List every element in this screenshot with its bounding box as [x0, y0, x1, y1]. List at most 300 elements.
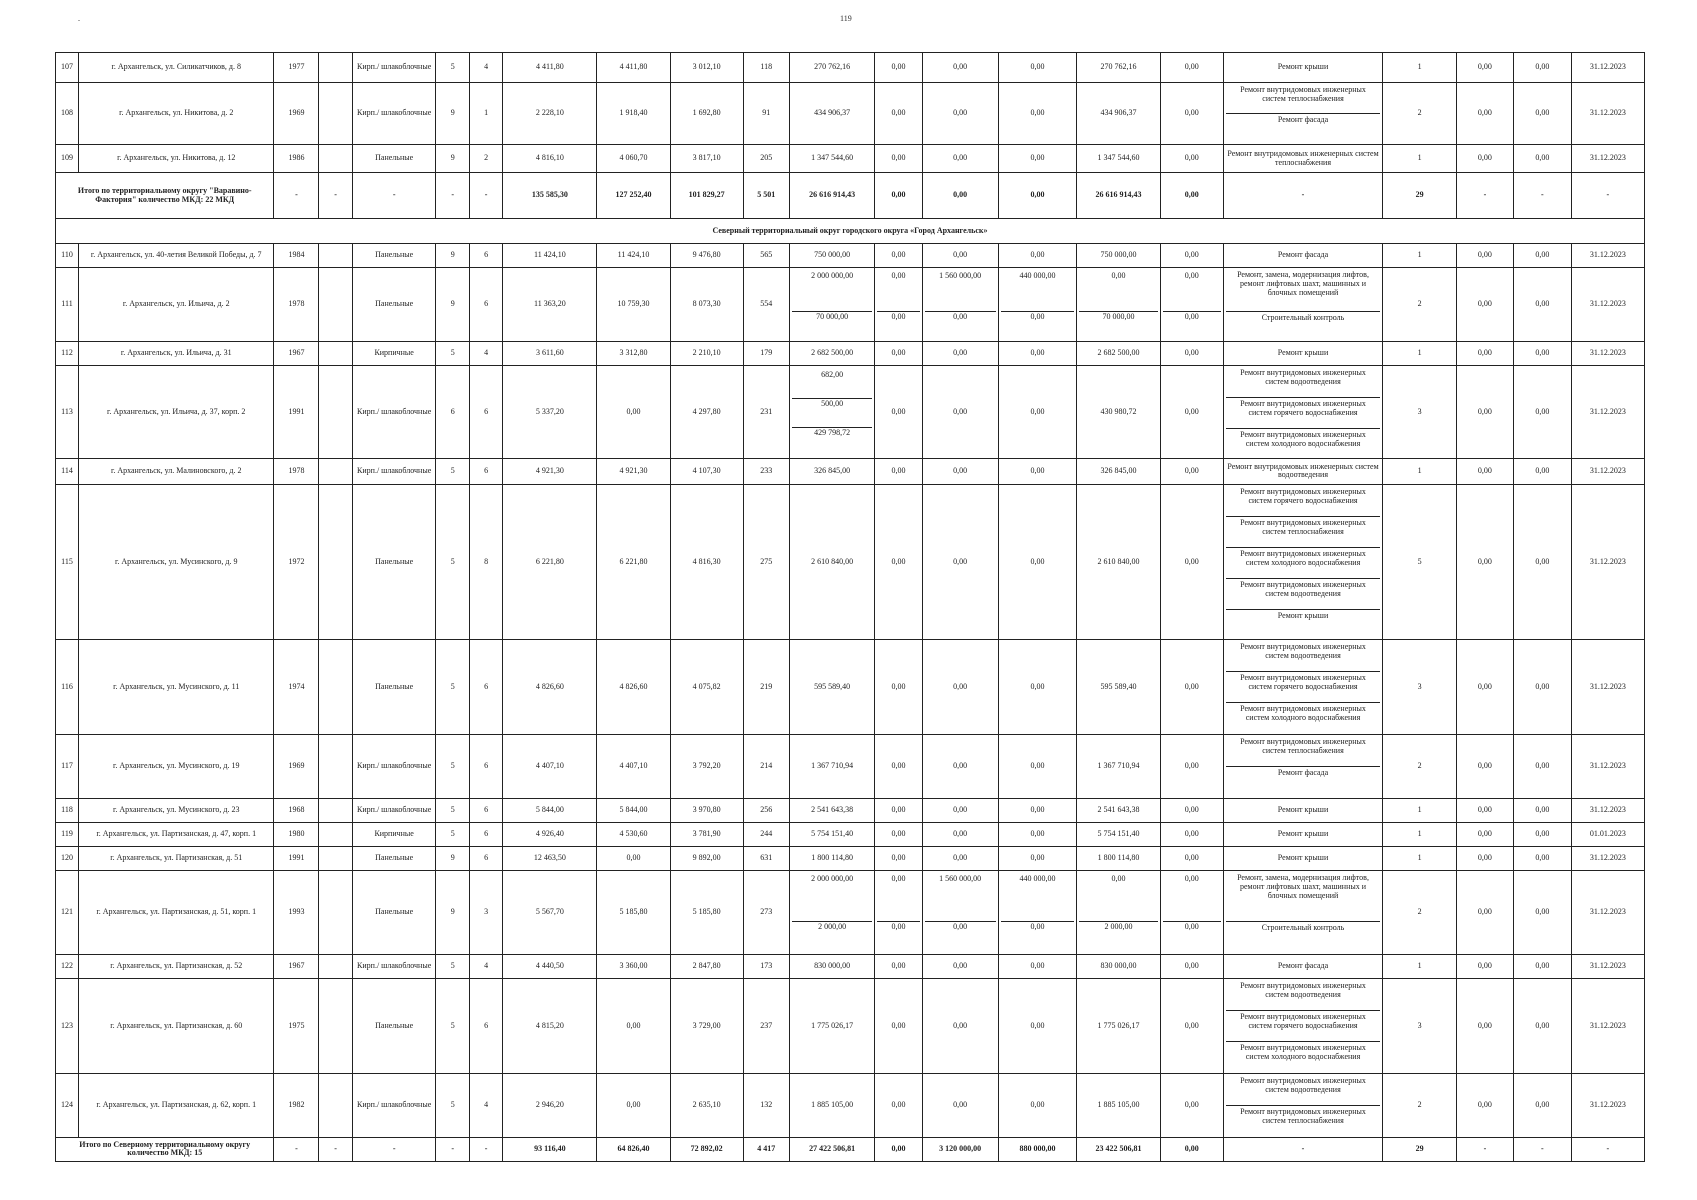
cost-total: 1 347 544,60 — [789, 145, 875, 173]
repair-count: 3 — [1383, 978, 1456, 1073]
deadline: 31.12.2023 — [1571, 978, 1644, 1073]
row-number: 111 — [56, 268, 79, 342]
cost-other-line: 0,00 — [1184, 921, 1199, 931]
cost-fund: 0,00 — [875, 53, 922, 83]
year-built: 1993 — [274, 870, 319, 954]
cost-total: 2 610 840,00 — [789, 484, 875, 639]
year-built: 1984 — [274, 244, 319, 268]
floors: 9 — [436, 870, 469, 954]
cost-fund: 0,00 — [875, 846, 922, 870]
cost-region: 0,00 — [922, 734, 998, 798]
row-number: 108 — [56, 83, 79, 145]
repair-count: 1 — [1383, 798, 1456, 822]
area-total: 4 816,10 — [503, 145, 597, 173]
area-total: 2 946,20 — [503, 1073, 597, 1137]
year-built: 1977 — [274, 53, 319, 83]
max-cost: 0,00 — [1514, 145, 1571, 173]
residents: 275 — [743, 484, 789, 639]
dash-cell: - — [1571, 1137, 1644, 1161]
empty-cell — [319, 268, 352, 342]
entrances: 4 — [469, 954, 502, 978]
corner-mark: . — [78, 14, 80, 23]
cost-owners: 1 885 105,00 — [1077, 1073, 1161, 1137]
cost-municipal: 0,00 — [998, 1073, 1076, 1137]
cost-region: 0,00 — [922, 173, 998, 219]
empty-cell — [319, 846, 352, 870]
cost-region: 0,00 — [922, 83, 998, 145]
cost-owners: 1 347 544,60 — [1077, 145, 1161, 173]
repair-type — [1223, 734, 1383, 798]
cost-owners-line: 0,00 — [1079, 874, 1158, 922]
repair-type: Ремонт фасада — [1223, 954, 1383, 978]
empty-cell — [319, 83, 352, 145]
table-row — [56, 1073, 1645, 1137]
cost-total-line: 500,00 — [792, 399, 873, 428]
repair-count: 1 — [1383, 53, 1456, 83]
dash-cell: - — [319, 173, 352, 219]
wall-material: Кирп./ шлакоблочные — [352, 954, 436, 978]
cost-region: 0,00 — [922, 53, 998, 83]
cost-region: 0,00 — [922, 145, 998, 173]
empty-cell — [319, 870, 352, 954]
cost-other: 0,00 — [1160, 173, 1223, 219]
max-cost: 0,00 — [1514, 83, 1571, 145]
table-row — [56, 458, 1645, 484]
cost-municipal: 0,00 — [998, 53, 1076, 83]
deadline: 31.12.2023 — [1571, 341, 1644, 365]
cost-total: 1 775 026,17 — [789, 978, 875, 1073]
year-built: 1967 — [274, 341, 319, 365]
cost-other: 0,00 — [1160, 734, 1223, 798]
row-number: 114 — [56, 458, 79, 484]
dash-cell: - — [1456, 173, 1513, 219]
residents: 173 — [743, 954, 789, 978]
cost-owners-line: 70 000,00 — [1102, 312, 1135, 322]
cost-owners — [1077, 870, 1161, 954]
address: г. Архангельск, ул. Партизанская, д. 51 — [78, 846, 273, 870]
cost-region: 0,00 — [922, 822, 998, 846]
cost-total-line: 2 000,00 — [818, 921, 847, 931]
dash-cell: - — [1571, 173, 1644, 219]
year-built: 1972 — [274, 484, 319, 639]
empty-cell — [319, 798, 352, 822]
entrances: 6 — [469, 734, 502, 798]
area-premises: 4 530,60 — [597, 822, 670, 846]
repair-count: 5 — [1383, 484, 1456, 639]
max-cost: 0,00 — [1514, 268, 1571, 342]
floors: 6 — [436, 365, 469, 458]
dash-cell: - — [1514, 173, 1571, 219]
repair-type-line: Ремонт внутридомовых инженерных систем теплоснабжения — [1226, 736, 1381, 767]
area-premises: 127 252,40 — [597, 173, 670, 219]
cost-total: 434 906,37 — [789, 83, 875, 145]
area-total: 93 116,40 — [503, 1137, 597, 1161]
area-residential: 9 476,80 — [670, 244, 743, 268]
deadline: 31.12.2023 — [1571, 365, 1644, 458]
repair-type-line: Ремонт внутридомовых инженерных систем холодного водоснабжения — [1240, 703, 1366, 722]
dash-cell: - — [469, 1137, 502, 1161]
total-label: Итого по Северному территориальному округу количество МКД: 15 — [56, 1137, 274, 1161]
dash-cell: - — [469, 173, 502, 219]
cost-other: 0,00 — [1160, 83, 1223, 145]
cost-municipal: 0,00 — [998, 734, 1076, 798]
floors: 5 — [436, 639, 469, 734]
floors: 5 — [436, 734, 469, 798]
max-cost: 0,00 — [1514, 341, 1571, 365]
residents: 237 — [743, 978, 789, 1073]
cost-region-line: 1 560 000,00 — [925, 271, 996, 312]
empty-cell — [319, 484, 352, 639]
table-row — [56, 83, 1645, 145]
area-total: 4 815,20 — [503, 978, 597, 1073]
floors: 5 — [436, 484, 469, 639]
area-premises: 1 918,40 — [597, 83, 670, 145]
total-row — [56, 1137, 1645, 1161]
cost-other: 0,00 — [1160, 341, 1223, 365]
repair-type-line: Ремонт, замена, модернизация лифтов, ремонт лифтовых шахт, машинных и блочных помещений — [1226, 872, 1381, 922]
repair-type-line: Ремонт внутридомовых инженерных систем водоотведения — [1226, 641, 1381, 672]
cost-owners: 326 845,00 — [1077, 458, 1161, 484]
cost-municipal: 0,00 — [998, 978, 1076, 1073]
specific-cost: 0,00 — [1456, 870, 1513, 954]
area-residential: 8 073,30 — [670, 268, 743, 342]
cost-municipal: 0,00 — [998, 458, 1076, 484]
specific-cost: 0,00 — [1456, 639, 1513, 734]
specific-cost: 0,00 — [1456, 822, 1513, 846]
cost-municipal: 0,00 — [998, 365, 1076, 458]
table-row — [56, 53, 1645, 83]
deadline: 31.12.2023 — [1571, 458, 1644, 484]
register-body — [56, 53, 1645, 1162]
cost-region — [922, 870, 998, 954]
entrances: 4 — [469, 1073, 502, 1137]
residents: 118 — [743, 53, 789, 83]
empty-cell — [319, 365, 352, 458]
table-row — [56, 639, 1645, 734]
cost-total: 5 754 151,40 — [789, 822, 875, 846]
cost-owners: 270 762,16 — [1077, 53, 1161, 83]
cost-owners: 434 906,37 — [1077, 83, 1161, 145]
row-number: 124 — [56, 1073, 79, 1137]
deadline: 31.12.2023 — [1571, 1073, 1644, 1137]
cost-owners-line: 0,00 — [1079, 271, 1158, 312]
area-total: 5 337,20 — [503, 365, 597, 458]
entrances: 2 — [469, 145, 502, 173]
area-total: 4 921,30 — [503, 458, 597, 484]
empty-cell — [319, 978, 352, 1073]
residents: 205 — [743, 145, 789, 173]
table-row — [56, 244, 1645, 268]
row-number: 122 — [56, 954, 79, 978]
cost-fund: 0,00 — [875, 978, 922, 1073]
area-total: 4 407,10 — [503, 734, 597, 798]
cost-other: 0,00 — [1160, 798, 1223, 822]
area-residential: 3 792,20 — [670, 734, 743, 798]
area-premises: 64 826,40 — [597, 1137, 670, 1161]
cost-total: 27 422 506,81 — [789, 1137, 875, 1161]
register-table — [55, 52, 1645, 1162]
specific-cost: 0,00 — [1456, 1073, 1513, 1137]
cost-fund-line: 0,00 — [877, 874, 919, 922]
area-residential: 3 817,10 — [670, 145, 743, 173]
deadline: 31.12.2023 — [1571, 83, 1644, 145]
area-residential: 2 635,10 — [670, 1073, 743, 1137]
floors: 9 — [436, 244, 469, 268]
cost-owners: 5 754 151,40 — [1077, 822, 1161, 846]
cost-total: 326 845,00 — [789, 458, 875, 484]
area-total: 6 221,80 — [503, 484, 597, 639]
cost-region-line: 0,00 — [953, 921, 968, 931]
area-total: 11 363,20 — [503, 268, 597, 342]
repair-type — [1223, 870, 1383, 954]
repair-count: 3 — [1383, 639, 1456, 734]
residents: 91 — [743, 83, 789, 145]
repair-count: 1 — [1383, 846, 1456, 870]
repair-type-line: Ремонт внутридомовых инженерных систем холодного водоснабжения — [1240, 1042, 1366, 1061]
empty-cell — [319, 954, 352, 978]
wall-material: Кирп./ шлакоблочные — [352, 458, 436, 484]
cost-fund: 0,00 — [875, 244, 922, 268]
entrances: 3 — [469, 870, 502, 954]
total-row — [56, 173, 1645, 219]
repair-type-line: Ремонт внутридомовых инженерных систем холодного водоснабжения — [1240, 429, 1366, 448]
area-residential: 9 892,00 — [670, 846, 743, 870]
address: г. Архангельск, ул. Партизанская, д. 60 — [78, 978, 273, 1073]
cost-region: 0,00 — [922, 978, 998, 1073]
cost-total: 750 000,00 — [789, 244, 875, 268]
cost-owners: 750 000,00 — [1077, 244, 1161, 268]
specific-cost: 0,00 — [1456, 244, 1513, 268]
cost-municipal: 0,00 — [998, 173, 1076, 219]
cost-municipal — [998, 268, 1076, 342]
cost-owners: 1 367 710,94 — [1077, 734, 1161, 798]
cost-other: 0,00 — [1160, 846, 1223, 870]
cost-fund — [875, 268, 922, 342]
cost-fund-line: 0,00 — [891, 312, 906, 322]
cost-total-line: 2 000 000,00 — [792, 271, 873, 312]
table-row — [56, 798, 1645, 822]
wall-material: Кирп./ шлакоблочные — [352, 53, 436, 83]
row-number: 116 — [56, 639, 79, 734]
cost-municipal-line: 0,00 — [1030, 921, 1045, 931]
repair-type-line: Ремонт внутридомовых инженерных систем горячего водоснабжения — [1226, 398, 1381, 429]
area-total: 3 611,60 — [503, 341, 597, 365]
row-number: 112 — [56, 341, 79, 365]
floors: 5 — [436, 53, 469, 83]
repair-type — [1223, 1073, 1383, 1137]
deadline: 31.12.2023 — [1571, 798, 1644, 822]
repair-type — [1223, 978, 1383, 1073]
cost-municipal: 880 000,00 — [998, 1137, 1076, 1161]
area-residential: 4 297,80 — [670, 365, 743, 458]
cost-fund: 0,00 — [875, 365, 922, 458]
cost-fund: 0,00 — [875, 458, 922, 484]
cost-region: 0,00 — [922, 846, 998, 870]
dash-cell: - — [436, 1137, 469, 1161]
wall-material: Панельные — [352, 846, 436, 870]
specific-cost: 0,00 — [1456, 954, 1513, 978]
repair-type: Ремонт крыши — [1223, 53, 1383, 83]
repair-type-line: Ремонт внутридомовых инженерных систем водоотведения — [1226, 579, 1381, 610]
row-number: 109 — [56, 145, 79, 173]
area-total: 2 228,10 — [503, 83, 597, 145]
cost-municipal: 0,00 — [998, 822, 1076, 846]
residents: 244 — [743, 822, 789, 846]
area-total: 11 424,10 — [503, 244, 597, 268]
section-title: Северный территориальный округ городского округа «Город Архангельск» — [56, 219, 1645, 244]
cost-region-line: 1 560 000,00 — [925, 874, 996, 922]
cost-owners: 2 541 643,38 — [1077, 798, 1161, 822]
cost-other — [1160, 870, 1223, 954]
floors: 5 — [436, 978, 469, 1073]
cost-total: 595 589,40 — [789, 639, 875, 734]
repair-type-line: Ремонт внутридомовых инженерных систем теплоснабжения — [1240, 1106, 1366, 1125]
specific-cost: 0,00 — [1456, 341, 1513, 365]
area-residential: 72 892,02 — [670, 1137, 743, 1161]
cost-fund: 0,00 — [875, 341, 922, 365]
area-premises: 6 221,80 — [597, 484, 670, 639]
cost-region: 0,00 — [922, 458, 998, 484]
area-residential: 4 075,82 — [670, 639, 743, 734]
repair-type: Ремонт фасада — [1223, 244, 1383, 268]
area-total: 5 567,70 — [503, 870, 597, 954]
residents: 179 — [743, 341, 789, 365]
repair-type: Ремонт внутридомовых инженерных систем водоотведения — [1223, 458, 1383, 484]
cost-other: 0,00 — [1160, 1073, 1223, 1137]
repair-type-line: Ремонт внутридомовых инженерных систем холодного водоснабжения — [1226, 548, 1381, 579]
cost-municipal: 0,00 — [998, 639, 1076, 734]
repair-count: 1 — [1383, 954, 1456, 978]
repair-type — [1223, 83, 1383, 145]
cost-municipal: 0,00 — [998, 83, 1076, 145]
empty-cell — [319, 53, 352, 83]
wall-material: Кирп./ шлакоблочные — [352, 83, 436, 145]
cost-total — [789, 268, 875, 342]
area-residential: 1 692,80 — [670, 83, 743, 145]
cost-region-line: 0,00 — [953, 312, 968, 322]
empty-cell — [319, 145, 352, 173]
cost-other-line: 0,00 — [1163, 271, 1221, 312]
cost-total: 1 367 710,94 — [789, 734, 875, 798]
max-cost: 0,00 — [1514, 822, 1571, 846]
cost-region — [922, 268, 998, 342]
residents: 132 — [743, 1073, 789, 1137]
repair-count: 1 — [1383, 822, 1456, 846]
repair-type — [1223, 484, 1383, 639]
table-row — [56, 365, 1645, 458]
area-total: 12 463,50 — [503, 846, 597, 870]
address: г. Архангельск, ул. Мусинского, д. 19 — [78, 734, 273, 798]
cost-other — [1160, 268, 1223, 342]
entrances: 1 — [469, 83, 502, 145]
wall-material: Кирп./ шлакоблочные — [352, 365, 436, 458]
entrances: 8 — [469, 484, 502, 639]
address: г. Архангельск, ул. Мусинского, д. 11 — [78, 639, 273, 734]
cost-fund: 0,00 — [875, 734, 922, 798]
repair-count: 29 — [1383, 1137, 1456, 1161]
repair-count: 1 — [1383, 458, 1456, 484]
address: г. Архангельск, ул. Партизанская, д. 51, корп. 1 — [78, 870, 273, 954]
year-built: 1967 — [274, 954, 319, 978]
max-cost: 0,00 — [1514, 639, 1571, 734]
cost-fund — [875, 870, 922, 954]
wall-material: Панельные — [352, 639, 436, 734]
address: г. Архангельск, ул. Партизанская, д. 62, корп. 1 — [78, 1073, 273, 1137]
cost-owners — [1077, 268, 1161, 342]
entrances: 6 — [469, 846, 502, 870]
table-row — [56, 734, 1645, 798]
cost-owners: 2 610 840,00 — [1077, 484, 1161, 639]
max-cost: 0,00 — [1514, 734, 1571, 798]
repair-type-line: Ремонт внутридомовых инженерных систем водоотведения — [1226, 1075, 1381, 1106]
dash-cell: - — [1514, 1137, 1571, 1161]
cost-fund: 0,00 — [875, 1137, 922, 1161]
residents: 4 417 — [743, 1137, 789, 1161]
year-built: 1982 — [274, 1073, 319, 1137]
address: г. Архангельск, ул. Партизанская, д. 47, корп. 1 — [78, 822, 273, 846]
repair-type-line: Строительный контроль — [1261, 313, 1345, 323]
cost-fund: 0,00 — [875, 798, 922, 822]
section-row — [56, 219, 1645, 244]
dash-cell: - — [436, 173, 469, 219]
address: г. Архангельск, ул. Ильича, д. 31 — [78, 341, 273, 365]
cost-region: 3 120 000,00 — [922, 1137, 998, 1161]
year-built: 1978 — [274, 458, 319, 484]
entrances: 4 — [469, 53, 502, 83]
cost-total-line: 2 000 000,00 — [792, 874, 873, 922]
cost-owners: 23 422 506,81 — [1077, 1137, 1161, 1161]
cost-total: 26 616 914,43 — [789, 173, 875, 219]
cost-fund: 0,00 — [875, 173, 922, 219]
deadline: 31.12.2023 — [1571, 268, 1644, 342]
area-residential: 3 970,80 — [670, 798, 743, 822]
max-cost: 0,00 — [1514, 954, 1571, 978]
cost-municipal: 0,00 — [998, 244, 1076, 268]
area-premises: 4 826,60 — [597, 639, 670, 734]
empty-cell — [319, 734, 352, 798]
repair-count: 2 — [1383, 1073, 1456, 1137]
entrances: 6 — [469, 458, 502, 484]
area-premises: 10 759,30 — [597, 268, 670, 342]
year-built: 1991 — [274, 846, 319, 870]
cost-municipal: 0,00 — [998, 145, 1076, 173]
cost-total-line: 682,00 — [792, 370, 873, 399]
deadline: 31.12.2023 — [1571, 639, 1644, 734]
empty-cell — [319, 244, 352, 268]
repair-count: 1 — [1383, 341, 1456, 365]
area-total: 5 844,00 — [503, 798, 597, 822]
address: г. Архангельск, ул. Малиновского, д. 2 — [78, 458, 273, 484]
wall-material: Панельные — [352, 145, 436, 173]
cost-other: 0,00 — [1160, 244, 1223, 268]
repair-count: 3 — [1383, 365, 1456, 458]
cost-other: 0,00 — [1160, 1137, 1223, 1161]
dash-cell: - — [1223, 1137, 1383, 1161]
wall-material: Кирп./ шлакоблочные — [352, 1073, 436, 1137]
repair-type-line: Ремонт внутридомовых инженерных систем горячего водоснабжения — [1226, 672, 1381, 703]
dash-cell: - — [1456, 1137, 1513, 1161]
max-cost: 0,00 — [1514, 458, 1571, 484]
row-number: 119 — [56, 822, 79, 846]
area-premises: 5 185,80 — [597, 870, 670, 954]
repair-type-line: Ремонт внутридомовых инженерных систем водоотведения — [1226, 367, 1381, 398]
area-residential: 101 829,27 — [670, 173, 743, 219]
cost-total: 2 541 643,38 — [789, 798, 875, 822]
address: г. Архангельск, ул. Ильича, д. 2 — [78, 268, 273, 342]
repair-type — [1223, 639, 1383, 734]
dash-cell: - — [352, 173, 436, 219]
repair-type-line: Ремонт внутридомовых инженерных систем горячего водоснабжения — [1226, 1011, 1381, 1042]
